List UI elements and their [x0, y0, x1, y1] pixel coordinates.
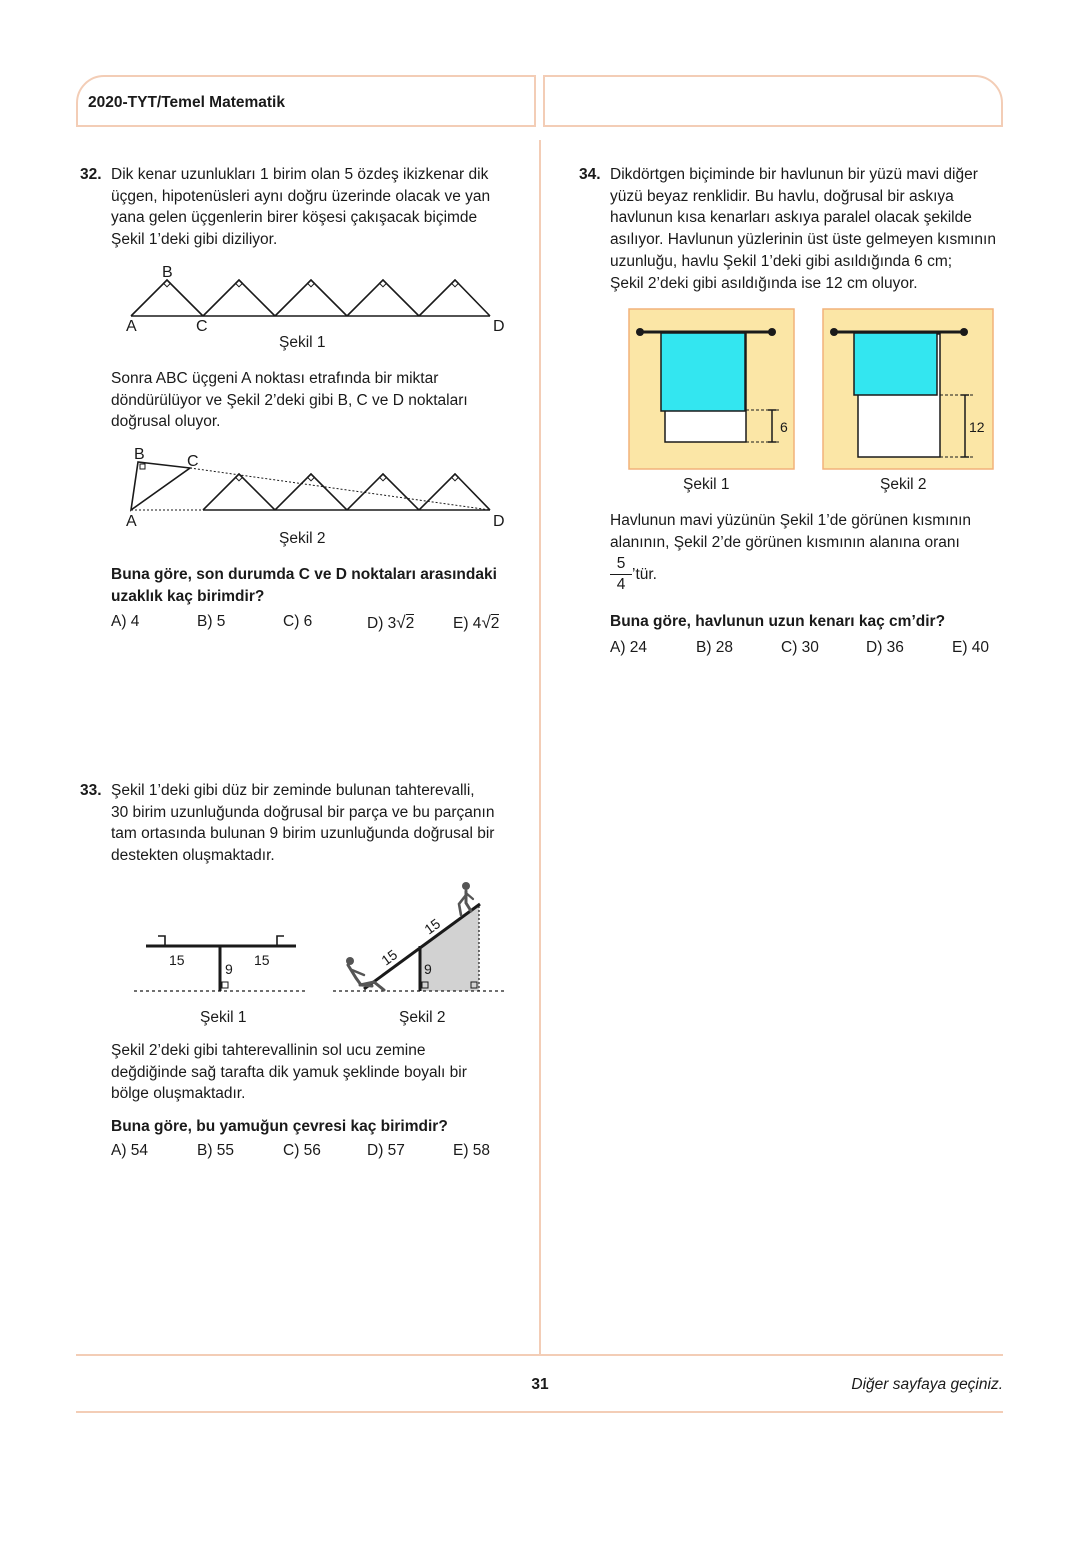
q34-intro-line: havlunun kısa kenarları askıya paralel olacak şekilde [610, 209, 972, 227]
q33-fig1-support-length: 9 [225, 961, 233, 977]
q34-ratio-numerator: 5 [616, 555, 626, 572]
q34-fig1-blue-face [661, 333, 745, 411]
q33-fig2-upper-length: 15 [421, 915, 444, 938]
q34-fig1-measure: 6 [780, 419, 788, 435]
q34-fig2-rod-end [830, 328, 838, 336]
q32-intro-line: üçgen, hipotenüsleri aynı doğru üzerinde olacak ve yan [111, 187, 491, 205]
q34-mid-line: alanının, Şekil 2’de görünen kısmının alanına oranı [610, 533, 960, 551]
footer-bottom-rule [76, 1411, 1003, 1413]
q32-option-a[interactable]: A) 4 [111, 613, 140, 630]
q33-number: 33. [80, 782, 102, 799]
q32-fig2-caption: Şekil 2 [279, 530, 326, 547]
q33-intro-line: tam ortasında bulunan 9 birim uzunluğunda doğrusal bir [111, 825, 495, 843]
q34-option-b[interactable]: B) 28 [696, 639, 734, 656]
q34-options [610, 639, 1010, 661]
q33-option-e[interactable]: E) 58 [453, 1142, 491, 1159]
q32-fig2-label-b: B [134, 446, 145, 463]
q32-fig1-caption: Şekil 1 [279, 334, 326, 351]
q32-option-d-radicand: 2 [405, 615, 415, 632]
q34-fig2-measure: 12 [969, 419, 985, 435]
q33-fig2-support-length: 9 [424, 961, 432, 977]
q32-fig1-label-d: D [493, 318, 505, 335]
q34-intro-line: uzunluğu, havlu Şekil 1’deki gibi asıldığında 6 cm; [610, 252, 953, 270]
q34-mid [610, 510, 971, 553]
q32-mid-line: Sonra ABC üçgeni A noktası etrafında bir miktar [111, 370, 439, 387]
q34-option-d[interactable]: D) 36 [866, 639, 904, 656]
q32-number: 32. [80, 166, 102, 183]
q33-fig1-right-length: 15 [254, 952, 270, 968]
footer-top-rule [76, 1354, 1003, 1356]
page-number: 31 [531, 1376, 549, 1393]
q34-question: Buna göre, havlunun uzun kenarı kaç cm’dir? [610, 613, 946, 630]
q32-fig1-label-b: B [162, 264, 173, 281]
q32-mid-line: döndürülüyor ve Şekil 2’deki gibi B, C ve D noktaları [111, 391, 468, 409]
q32-option-b[interactable]: B) 5 [197, 613, 226, 630]
q34-option-a[interactable]: A) 24 [610, 639, 648, 656]
q33-option-c[interactable]: C) 56 [283, 1142, 321, 1159]
q33-option-a[interactable]: A) 54 [111, 1142, 149, 1159]
q34-fig1-rod-end [636, 328, 644, 336]
q34-ratio-suffix: ’tür. [632, 566, 657, 583]
header-title: 2020-TYT/Temel Matematik [88, 94, 285, 111]
q34-intro-line: yüzü beyaz renklidir. Bu havlu, doğrusal bir askıya [610, 187, 954, 205]
sqrt-icon: √ [481, 613, 491, 632]
q32-fig2-label-d: D [493, 513, 505, 530]
q32-intro-line: Dik kenar uzunlukları 1 birim olan 5 özdeş ikizkenar dik [111, 166, 489, 183]
q34-intro-line: asılıyor. Havlunun yüzlerinin üst üste gelmeyen kısmının [610, 231, 996, 249]
q33-mid-line: bölge oluşmaktadır. [111, 1085, 246, 1103]
q34-ratio-fraction [610, 555, 632, 594]
q33-intro-line: Şekil 1’deki gibi düz bir zeminde bulunan tahterevalli, [111, 782, 475, 799]
q34-number: 34. [579, 166, 601, 183]
q33-intro-line: destekten oluşmaktadır. [111, 847, 275, 865]
q32-fig1-label-c: C [196, 318, 208, 335]
q34-option-e[interactable]: E) 40 [952, 639, 990, 656]
q33-fig2-caption: Şekil 2 [399, 1009, 446, 1026]
q32-fig1-label-a: A [126, 318, 137, 335]
q33-fig1-caption: Şekil 1 [200, 1009, 247, 1026]
q33-intro-line: 30 birim uzunluğunda doğrusal bir parça ve bu parçanın [111, 803, 495, 821]
q34-fig2-rod-end [960, 328, 968, 336]
q34-mid-line: Havlunun mavi yüzünün Şekil 1’de görünen kısmının [610, 512, 972, 529]
q34-intro-line: Şekil 2’deki gibi asıldığında ise 12 cm oluyor. [610, 274, 918, 292]
q34-intro-line: Dikdörtgen biçiminde bir havlunun bir yüzü mavi diğer [610, 166, 978, 183]
q33-fig1-left-length: 15 [169, 952, 185, 968]
q33-question: Buna göre, bu yamuğun çevresi kaç birimdir? [111, 1118, 448, 1135]
q34-option-c[interactable]: C) 30 [781, 639, 819, 656]
q33-mid-line: değdiğinde sağ tarafta dik yamuk şeklinde boyalı bir [111, 1063, 467, 1081]
fraction-bar [610, 574, 632, 575]
q32-fig2-label-a: A [126, 513, 137, 530]
q32-question-line: Buna göre, son durumda C ve D noktaları arasındaki [111, 566, 497, 583]
q32-intro-line: yana gelen üçgenlerin birer köşesi çakışacak biçimde [111, 209, 478, 227]
q34-fig1-rod-end [768, 328, 776, 336]
q33-fig2-lower-length: 15 [378, 946, 401, 969]
q32-option-e-radicand: 2 [490, 615, 500, 632]
sqrt-icon: √ [396, 613, 406, 632]
q33-mid-line: Şekil 2’deki gibi tahterevallinin sol ucu zemine [111, 1042, 426, 1059]
q32-option-c[interactable]: C) 6 [283, 613, 313, 630]
q33-option-b[interactable]: B) 55 [197, 1142, 235, 1159]
q34-fig2-caption: Şekil 2 [880, 476, 927, 493]
q32-option-d-coefficient: D) 3 [367, 615, 397, 632]
q32-fig2-label-c: C [187, 453, 199, 470]
q34-ratio-denominator: 4 [616, 576, 626, 593]
q32-question-line: uzaklık kaç birimdir? [111, 587, 265, 605]
q32-option-e-coefficient: E) 4 [453, 615, 482, 632]
q32-intro-line: Şekil 1’deki gibi diziliyor. [111, 231, 278, 249]
q32-mid-line: doğrusal oluyor. [111, 413, 221, 431]
q34-fig2-blue-face [854, 333, 937, 395]
q33-option-d[interactable]: D) 57 [367, 1142, 405, 1159]
q34-fig1-caption: Şekil 1 [683, 476, 730, 493]
next-page-note: Diğer sayfaya geçiniz. [851, 1376, 1003, 1393]
